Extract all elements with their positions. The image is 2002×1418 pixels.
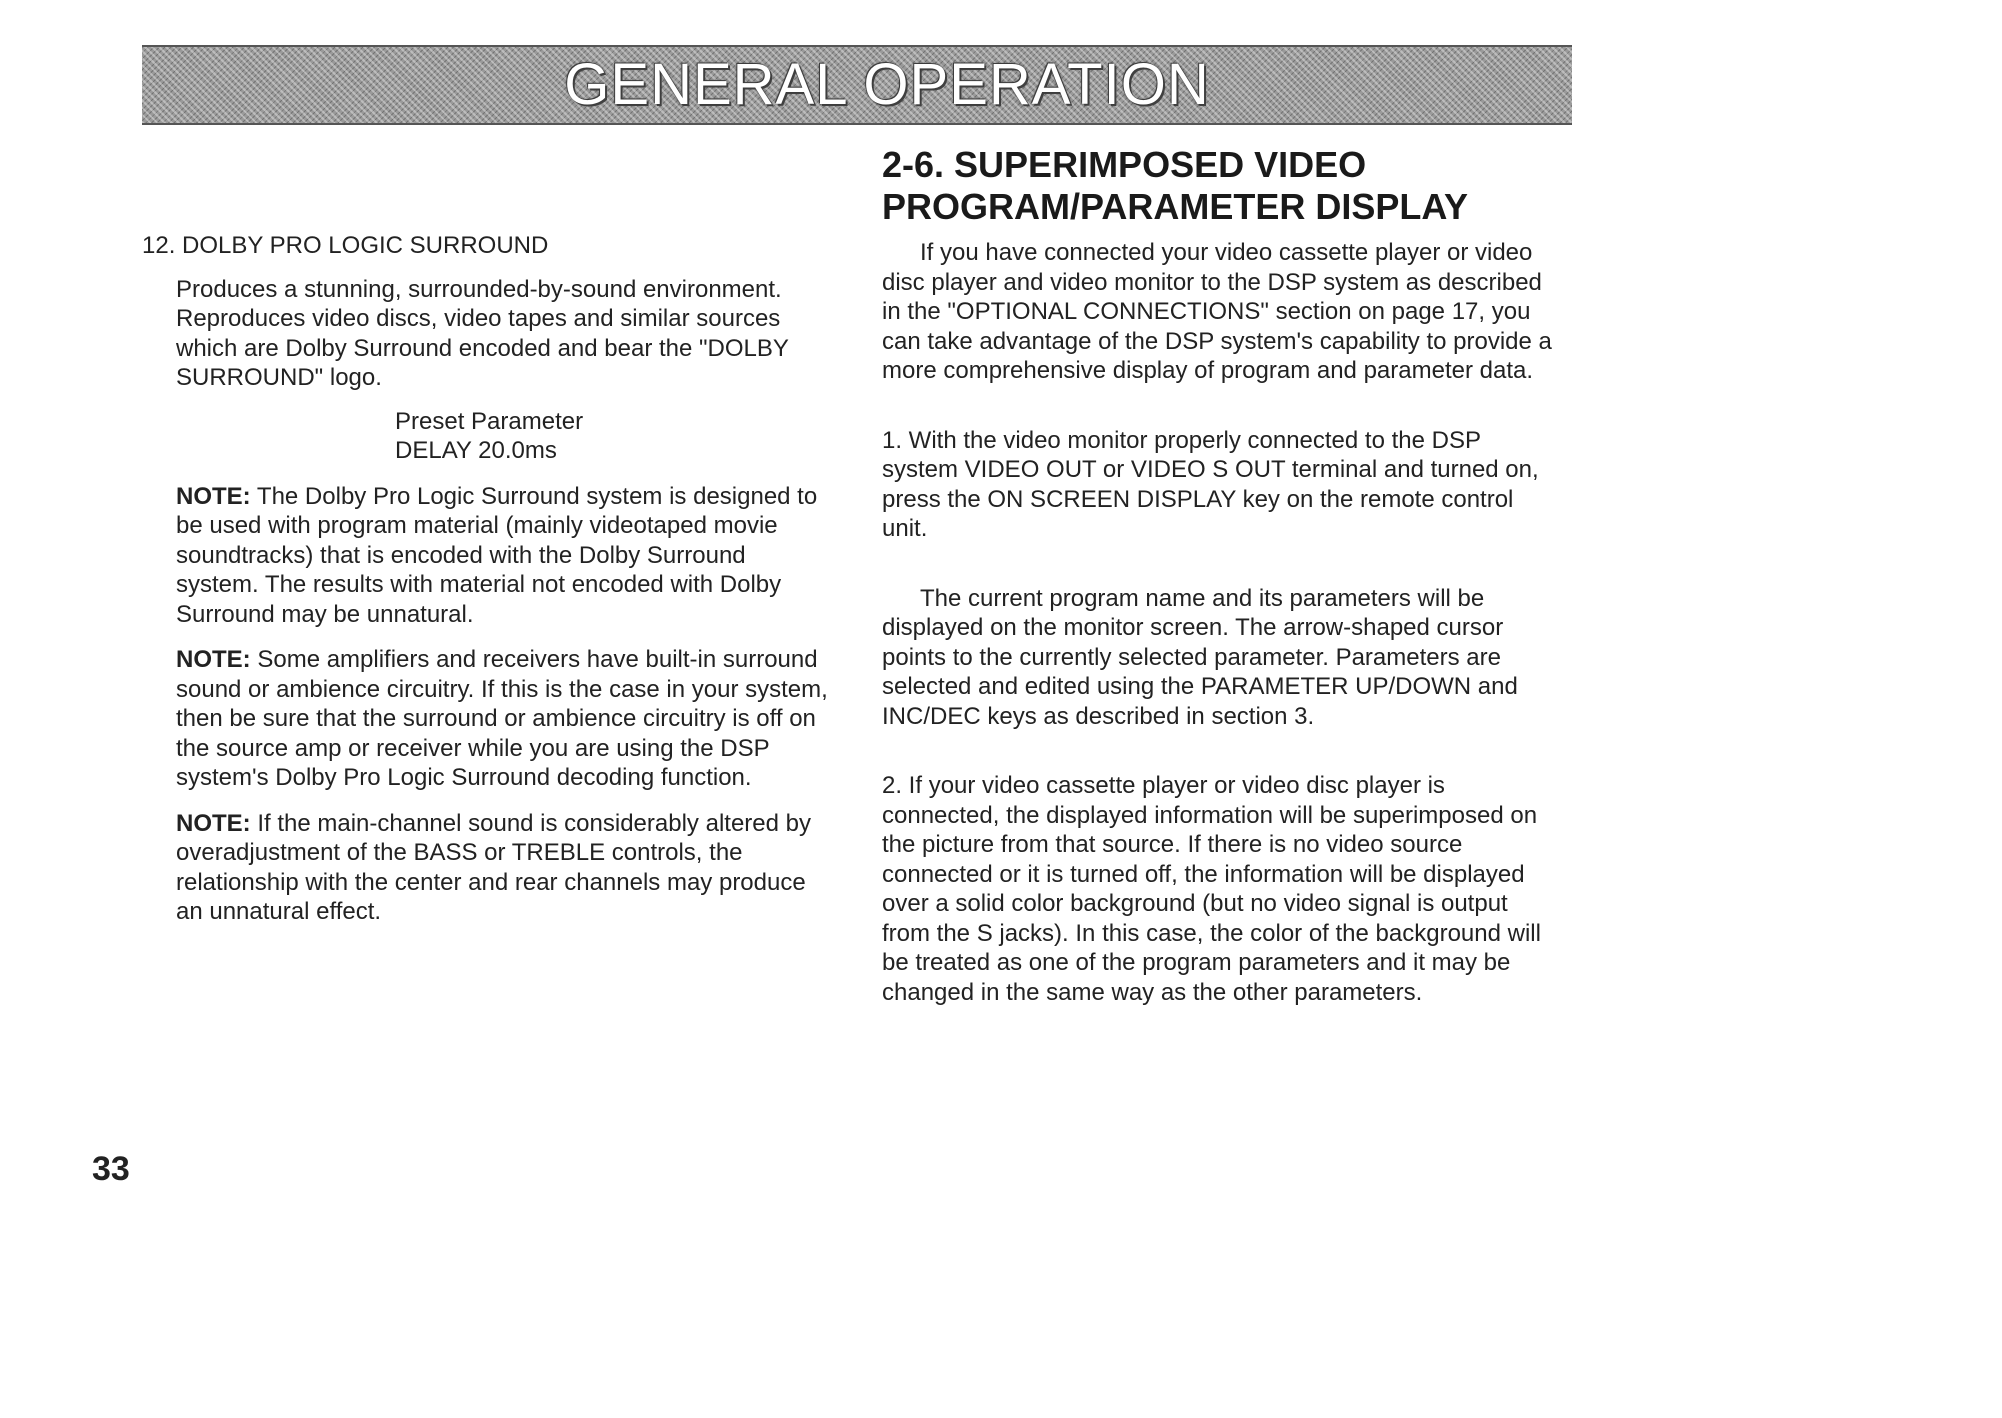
note-text: Some amplifiers and receivers have built-in surround sound or ambience circuitry. If this is the case in your system, then be sure that the surround or ambience circuitry is off on the source amp or receiver while you are using the DSP system's Dolby Pro Logic Surround decoding function. [176,646,828,791]
step-1: 1. With the video monitor properly connected to the DSP system VIDEO OUT or VIDEO S OUT terminal and turned on, press the ON SCREEN DISPLAY key on the remote control unit. [882,426,1539,542]
note-label: NOTE: [176,482,251,510]
note-text: The Dolby Pro Logic Surround system is designed to be used with program material (mainly videotaped movie soundtracks) that is encoded with the Dolby Surround system. The results with material not encoded with Dolby Surround may be unnatural. [176,482,818,628]
note-2 [176,645,832,793]
right-column [882,144,1562,1007]
note-label: NOTE: [176,646,251,673]
note-label: NOTE: [176,809,251,837]
preset-parameter [395,407,832,466]
preset-label: Preset Parameter [395,407,584,435]
item-title: 12. DOLBY PRO LOGIC SURROUND [142,232,549,259]
step-2: 2. If your video cassette player or video disc player is connected, the displayed information will be superimposed on the picture from that source. If there is no video source connected or it is turned off, the information will be displayed over a solid color background (but no video signal is output from the S jacks). In this case, the color of the background will be treated as one of the program parameters and it may be changed in the same way as the other parameters. [882,772,1541,1006]
heading-line-1: 2-6. SUPERIMPOSED VIDEO [882,144,1367,185]
banner-title: GENERAL OPERATION [564,52,1210,117]
heading-line-2: PROGRAM/PARAMETER DISPLAY [882,186,1469,227]
page-number: 33 [92,1150,130,1188]
note-text: If the main-channel sound is considerably altered by overadjustment of the BASS or TREBLE controls, the relationship with the center and rear channels may produce an unnatural effect. [176,809,811,925]
item-description: Produces a stunning, surrounded-by-sound environment. Reproduces video discs, video tapes and similar sources which are Dolby Surround encoded and bear the "DOLBY SURROUND" logo. [176,275,789,391]
left-column [142,231,832,927]
intro-paragraph: If you have connected your video cassette player or video disc player and video monitor to the DSP system as described in the "OPTIONAL CONNECTIONS" section on page 17, you can take advantage of the DSP system's capability to provide a more comprehensive display of program and parameter data. [882,239,1552,384]
section-banner [142,45,1572,125]
note-1 [176,482,832,630]
section-heading [882,144,1562,228]
preset-value: DELAY 20.0ms [395,437,557,464]
note-3 [176,809,832,927]
step-1-detail: The current program name and its parameters will be displayed on the monitor screen. The arrow-shaped cursor points to the currently selected parameter. Parameters are selected and edited using the PARAMETER UP/DOWN and INC/DEC keys as described in section 3. [882,584,1518,730]
